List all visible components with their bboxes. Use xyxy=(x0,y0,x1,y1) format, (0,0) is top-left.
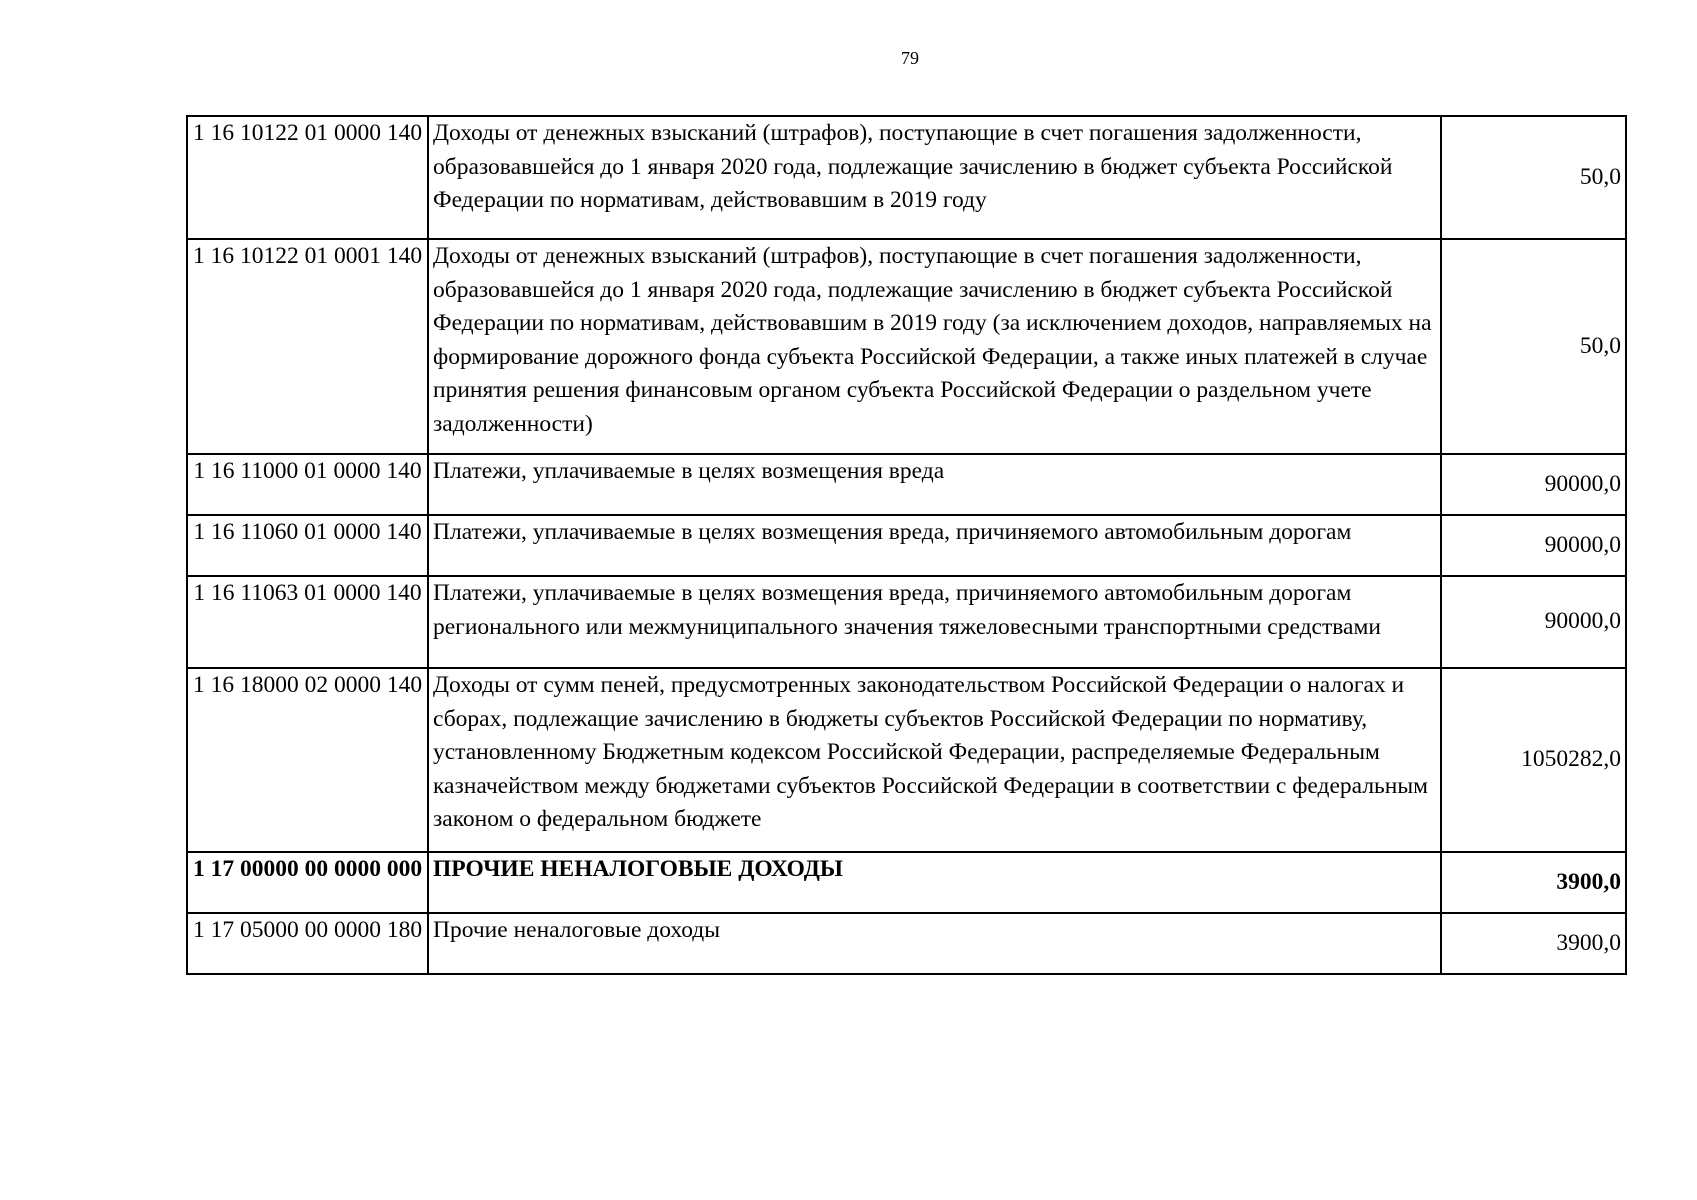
revenue-description: Доходы от сумм пеней, предусмотренных законодательством Российской Федерации о налогах и сборах, подлежащие зачислению в бюджеты субъектов Российской Федерации по нормативу, установленному Бюджетным кодексом Российской Федерации, распределяемые Федеральным казначейством между бюджетами субъектов Российской Федерации в соответствии с федеральным законом о федеральном бюджете xyxy=(428,668,1441,852)
revenue-code: 1 17 00000 00 0000 000 xyxy=(187,852,428,913)
revenue-description: Платежи, уплачиваемые в целях возмещения вреда xyxy=(428,454,1441,515)
revenue-amount: 90000,0 xyxy=(1441,576,1626,668)
table-row xyxy=(187,239,1626,454)
table-row xyxy=(187,852,1626,913)
revenue-code: 1 16 10122 01 0001 140 xyxy=(187,239,428,454)
revenue-code: 1 16 11060 01 0000 140 xyxy=(187,515,428,576)
revenue-description: Прочие неналоговые доходы xyxy=(428,913,1441,974)
revenue-amount: 1050282,0 xyxy=(1441,668,1626,852)
revenue-code: 1 16 11063 01 0000 140 xyxy=(187,576,428,668)
revenue-code: 1 16 18000 02 0000 140 xyxy=(187,668,428,852)
revenue-amount: 3900,0 xyxy=(1441,852,1626,913)
revenue-amount: 90000,0 xyxy=(1441,515,1626,576)
revenue-description: Доходы от денежных взысканий (штрафов), поступающие в счет погашения задолженности, образовавшейся до 1 января 2020 года, подлежащие зачислению в бюджет субъекта Российской Федерации по нормативам, действовавшим в 2019 году xyxy=(428,116,1441,239)
page-number: 79 xyxy=(901,48,919,68)
table-row xyxy=(187,515,1626,576)
revenue-amount: 50,0 xyxy=(1441,239,1626,454)
revenue-amount: 90000,0 xyxy=(1441,454,1626,515)
table-row xyxy=(187,116,1626,239)
revenue-code: 1 17 05000 00 0000 180 xyxy=(187,913,428,974)
revenue-amount: 3900,0 xyxy=(1441,913,1626,974)
revenue-description: Доходы от денежных взысканий (штрафов), поступающие в счет погашения задолженности, образовавшейся до 1 января 2020 года, подлежащие зачислению в бюджет субъекта Российской Федерации по нормативам, действовавшим в 2019 году (за исключением доходов, направляемых на формирование дорожного фонда субъекта Российской Федерации, а также иных платежей в случае принятия решения финансовым органом субъекта Российской Федерации о раздельном учете задолженности) xyxy=(428,239,1441,454)
budget-revenue-table xyxy=(186,115,1627,975)
revenue-description: Платежи, уплачиваемые в целях возмещения вреда, причиняемого автомобильным дорогам xyxy=(428,515,1441,576)
table-row xyxy=(187,454,1626,515)
revenue-code: 1 16 10122 01 0000 140 xyxy=(187,116,428,239)
table-row xyxy=(187,576,1626,668)
revenue-description: Платежи, уплачиваемые в целях возмещения вреда, причиняемого автомобильным дорогам регионального или межмуниципального значения тяжеловесными транспортными средствами xyxy=(428,576,1441,668)
table-row xyxy=(187,668,1626,852)
revenue-description: ПРОЧИЕ НЕНАЛОГОВЫЕ ДОХОДЫ xyxy=(428,852,1441,913)
table-row xyxy=(187,913,1626,974)
revenue-amount: 50,0 xyxy=(1441,116,1626,239)
revenue-code: 1 16 11000 01 0000 140 xyxy=(187,454,428,515)
